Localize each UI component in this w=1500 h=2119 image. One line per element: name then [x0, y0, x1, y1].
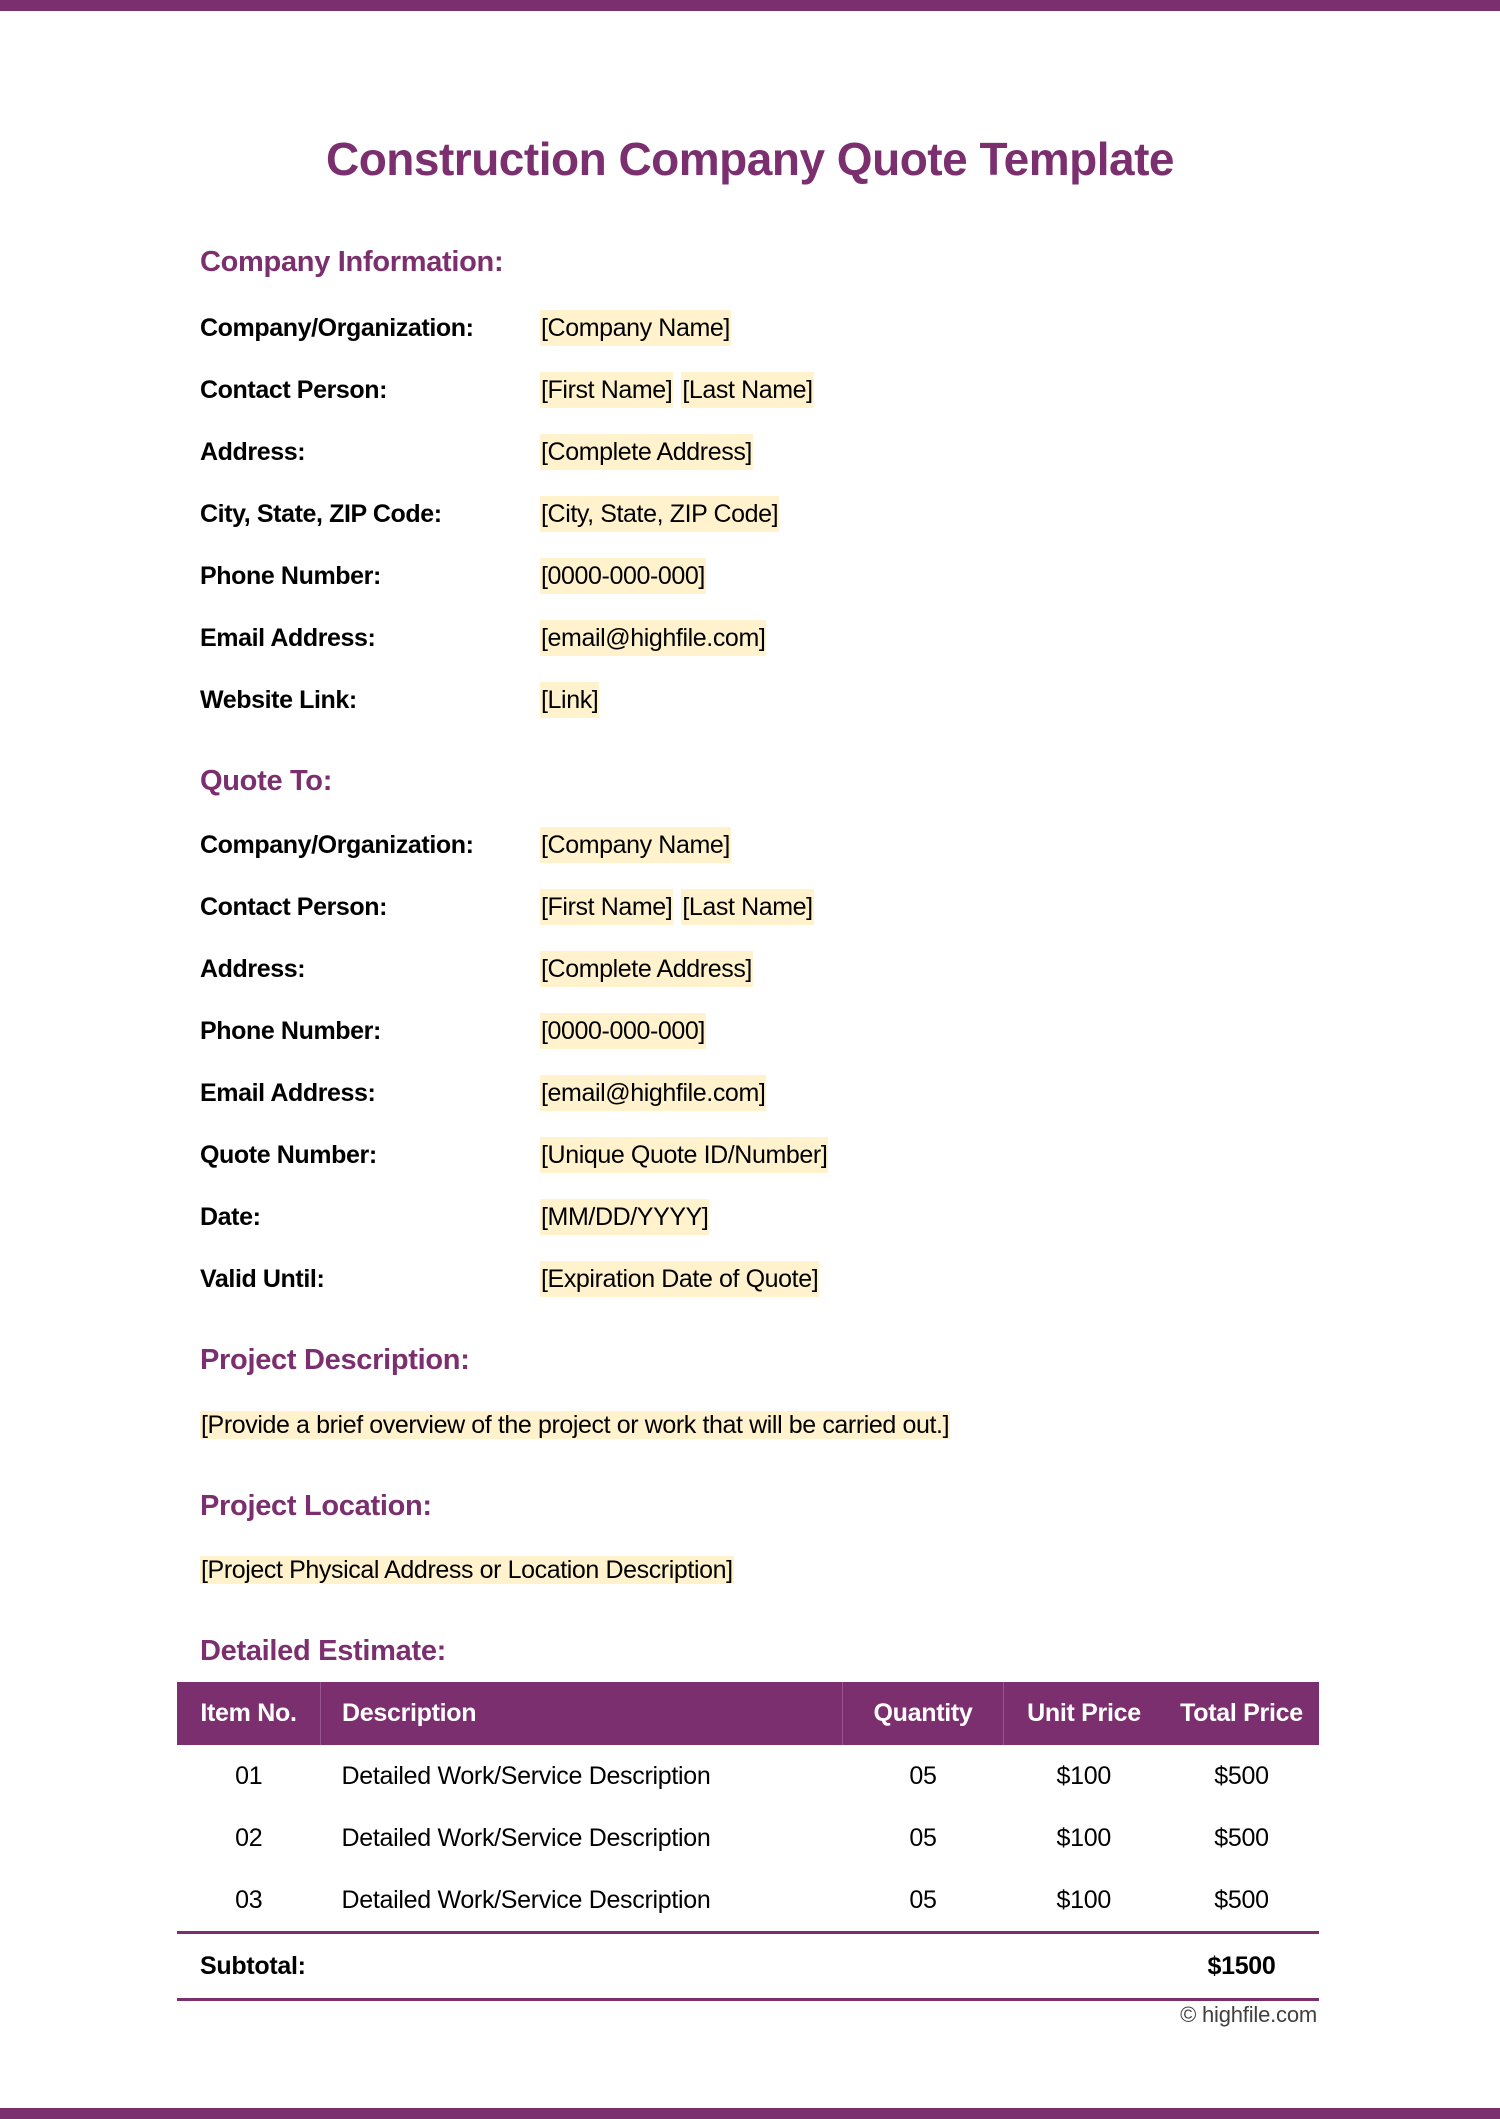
- field-row: [200, 1261, 1300, 1297]
- field-value: [540, 1013, 706, 1049]
- placeholder-address[interactable]: [Complete Address]: [540, 951, 753, 987]
- field-row: [200, 1013, 1300, 1049]
- field-label: Date:: [200, 1203, 261, 1231]
- placeholder-quote-number[interactable]: [Unique Quote ID/Number]: [540, 1137, 828, 1173]
- field-value: [540, 310, 731, 346]
- field-label: Email Address:: [200, 1079, 376, 1107]
- subtotal-value: $1500: [1164, 1933, 1319, 2000]
- column-header-description: Description: [321, 1682, 843, 1745]
- column-header-quantity: Quantity: [843, 1682, 1004, 1745]
- page-title: Construction Company Quote Template: [325, 133, 1175, 185]
- column-header-total-price: Total Price: [1164, 1682, 1319, 1745]
- field-row: [200, 558, 1300, 594]
- placeholder-valid-until[interactable]: [Expiration Date of Quote]: [540, 1261, 819, 1297]
- estimate-table: [177, 1682, 1319, 2001]
- field-value: [540, 1137, 828, 1173]
- field-label: Contact Person:: [200, 376, 388, 404]
- placeholder-email[interactable]: [email@highfile.com]: [540, 1075, 766, 1111]
- field-row: [200, 1075, 1300, 1111]
- copyright-notice: © highfile.com: [1180, 2002, 1317, 2027]
- field-row: [200, 1137, 1300, 1173]
- placeholder-phone[interactable]: [0000-000-000]: [540, 1013, 706, 1049]
- placeholder-project-description[interactable]: [Provide a brief overview of the project or work that will be carried out.]: [201, 1411, 950, 1439]
- field-label: Email Address:: [200, 624, 376, 652]
- cell-item-no: 01: [235, 1761, 263, 1790]
- field-row: [200, 310, 1300, 346]
- column-header-item-no: Item No.: [177, 1682, 321, 1745]
- project-description-block: [200, 1407, 950, 1443]
- section-heading-detailed-estimate: Detailed Estimate:: [200, 1635, 447, 1667]
- field-label: Valid Until:: [200, 1265, 325, 1293]
- field-row: [200, 434, 1300, 470]
- cell-item-no: 03: [177, 1869, 321, 1933]
- field-row: [200, 682, 1300, 718]
- table-row: [177, 1869, 1319, 1933]
- section-heading-project-description: Project Description:: [200, 1344, 470, 1376]
- section-heading-company-information: Company Information:: [200, 246, 504, 278]
- placeholder-city-state-zip[interactable]: [City, State, ZIP Code]: [540, 496, 779, 532]
- placeholder-last-name[interactable]: [Last Name]: [681, 889, 813, 925]
- field-row: [200, 620, 1300, 656]
- placeholder-address[interactable]: [Complete Address]: [540, 434, 753, 470]
- field-value: [540, 1261, 819, 1297]
- top-accent-bar: [0, 0, 1500, 11]
- table-header-row: [177, 1682, 1319, 1745]
- field-value: [540, 558, 706, 594]
- section-heading-project-location: Project Location:: [200, 1490, 432, 1522]
- cell-description: Detailed Work/Service Description: [321, 1869, 843, 1933]
- section-heading-quote-to: Quote To:: [200, 765, 333, 797]
- cell-quantity: 05: [843, 1869, 1004, 1933]
- field-label: Phone Number:: [200, 1017, 381, 1045]
- cell-total-price: $500: [1214, 1823, 1269, 1852]
- subtotal-label: Subtotal:: [177, 1933, 1164, 2000]
- field-label: Contact Person:: [200, 893, 388, 921]
- field-value: [540, 496, 779, 532]
- field-label: Address:: [200, 955, 306, 983]
- field-label: Quote Number:: [200, 1141, 377, 1169]
- placeholder-first-name[interactable]: [First Name]: [540, 889, 673, 925]
- placeholder-website-link[interactable]: [Link]: [540, 682, 599, 718]
- field-row: [200, 889, 1300, 925]
- field-value: [540, 1075, 766, 1111]
- field-row: [200, 951, 1300, 987]
- field-row: [200, 496, 1300, 532]
- cell-item-no: 02: [235, 1823, 263, 1852]
- table-row: [177, 1745, 1319, 1807]
- subtotal-row: [177, 1933, 1319, 2000]
- field-label: Website Link:: [200, 686, 357, 714]
- cell-unit-price: $100: [1056, 1761, 1111, 1790]
- placeholder-company-name[interactable]: [Company Name]: [540, 310, 731, 346]
- field-value: [540, 434, 753, 470]
- field-row: [200, 372, 1300, 408]
- field-value: [540, 827, 731, 863]
- placeholder-phone[interactable]: [0000-000-000]: [540, 558, 706, 594]
- bottom-accent-bar: [0, 2108, 1500, 2119]
- placeholder-company-name[interactable]: [Company Name]: [540, 827, 731, 863]
- field-value: [540, 372, 814, 408]
- placeholder-date[interactable]: [MM/DD/YYYY]: [540, 1199, 709, 1235]
- cell-quantity: 05: [909, 1823, 937, 1852]
- field-value: [540, 951, 753, 987]
- placeholder-project-location[interactable]: [Project Physical Address or Location Description]: [201, 1556, 733, 1584]
- field-label: Company/Organization:: [200, 314, 474, 342]
- cell-description: Detailed Work/Service Description: [341, 1823, 711, 1852]
- field-row: [200, 827, 1300, 863]
- column-header-unit-price: Unit Price: [1004, 1682, 1165, 1745]
- field-value: [540, 682, 599, 718]
- field-value: [540, 1199, 709, 1235]
- table-row: [177, 1807, 1319, 1869]
- project-location-block: [200, 1552, 734, 1588]
- field-value: [540, 620, 766, 656]
- cell-total-price: $500: [1164, 1869, 1319, 1933]
- cell-total-price: $500: [1214, 1761, 1269, 1790]
- field-label: Phone Number:: [200, 562, 381, 590]
- field-label: Company/Organization:: [200, 831, 474, 859]
- cell-unit-price: $100: [1004, 1869, 1165, 1933]
- field-label: City, State, ZIP Code:: [200, 500, 442, 528]
- placeholder-first-name[interactable]: [First Name]: [540, 372, 673, 408]
- field-label: Address:: [200, 438, 306, 466]
- cell-unit-price: $100: [1056, 1823, 1111, 1852]
- placeholder-last-name[interactable]: [Last Name]: [681, 372, 813, 408]
- field-value: [540, 889, 814, 925]
- cell-description: Detailed Work/Service Description: [341, 1761, 711, 1790]
- field-row: [200, 1199, 1300, 1235]
- placeholder-email[interactable]: [email@highfile.com]: [540, 620, 766, 656]
- cell-quantity: 05: [909, 1761, 937, 1790]
